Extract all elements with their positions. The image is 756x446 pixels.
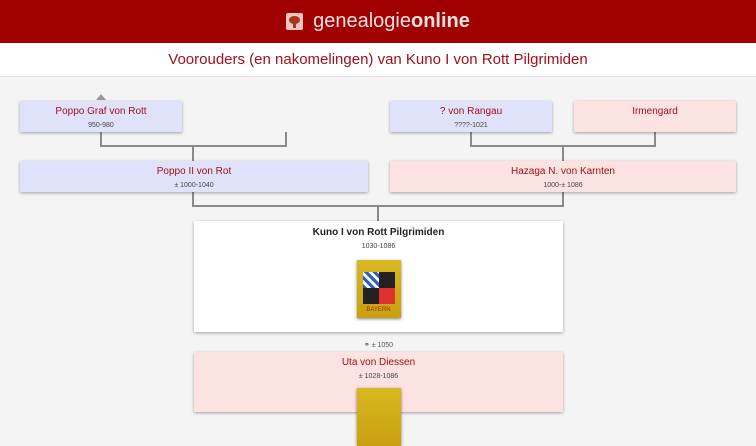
person-name: Kuno I von Rott Pilgrimiden — [312, 227, 445, 238]
connector-line — [192, 145, 194, 161]
marriage-date: ⚭ ± 1050 — [363, 342, 394, 349]
tree-icon[interactable] — [286, 13, 303, 30]
person-name[interactable]: Uta von Diessen — [341, 357, 416, 368]
person-name[interactable]: Hazaga N. von Karnten — [511, 166, 615, 177]
person-name[interactable]: Irmengard — [632, 106, 678, 117]
person-dates: 1000-± 1086 — [543, 182, 583, 189]
person-card-father[interactable] — [20, 161, 368, 192]
person-card-grandfather-paternal[interactable] — [20, 101, 182, 132]
connector-line — [562, 145, 564, 161]
site-header — [0, 0, 756, 43]
person-name[interactable]: ? von Rangau — [439, 106, 503, 117]
person-dates: ????-1021 — [454, 122, 488, 129]
title-bar — [0, 43, 756, 77]
person-card-subject — [194, 221, 563, 332]
person-card-spouse[interactable] — [194, 352, 563, 412]
person-card-mother[interactable] — [390, 161, 736, 192]
crest-text: BAYERN — [366, 307, 391, 313]
connector-line — [377, 205, 379, 221]
brand-text-bold: online — [410, 10, 470, 32]
person-dates: ± 1028-1086 — [358, 373, 399, 380]
person-name[interactable]: Poppo II von Rot — [156, 166, 232, 177]
person-dates: ± 1000-1040 — [174, 182, 214, 189]
site-logo[interactable] — [313, 10, 470, 33]
expand-ancestors-arrow-icon[interactable] — [96, 94, 106, 100]
person-dates: 1030-1086 — [361, 243, 396, 250]
person-name[interactable]: Poppo Graf von Rott — [55, 106, 147, 117]
person-card-grandmother-maternal[interactable] — [574, 101, 736, 132]
coat-of-arms-image[interactable] — [357, 260, 401, 318]
coat-of-arms-image[interactable] — [357, 388, 401, 446]
person-dates: 950-980 — [88, 122, 114, 129]
brand-text: genealogie — [313, 10, 411, 32]
person-card-grandfather-maternal[interactable] — [390, 101, 552, 132]
page-title: Voorouders (en nakomelingen) van Kuno I von Rott Pilgrimiden — [168, 51, 588, 68]
